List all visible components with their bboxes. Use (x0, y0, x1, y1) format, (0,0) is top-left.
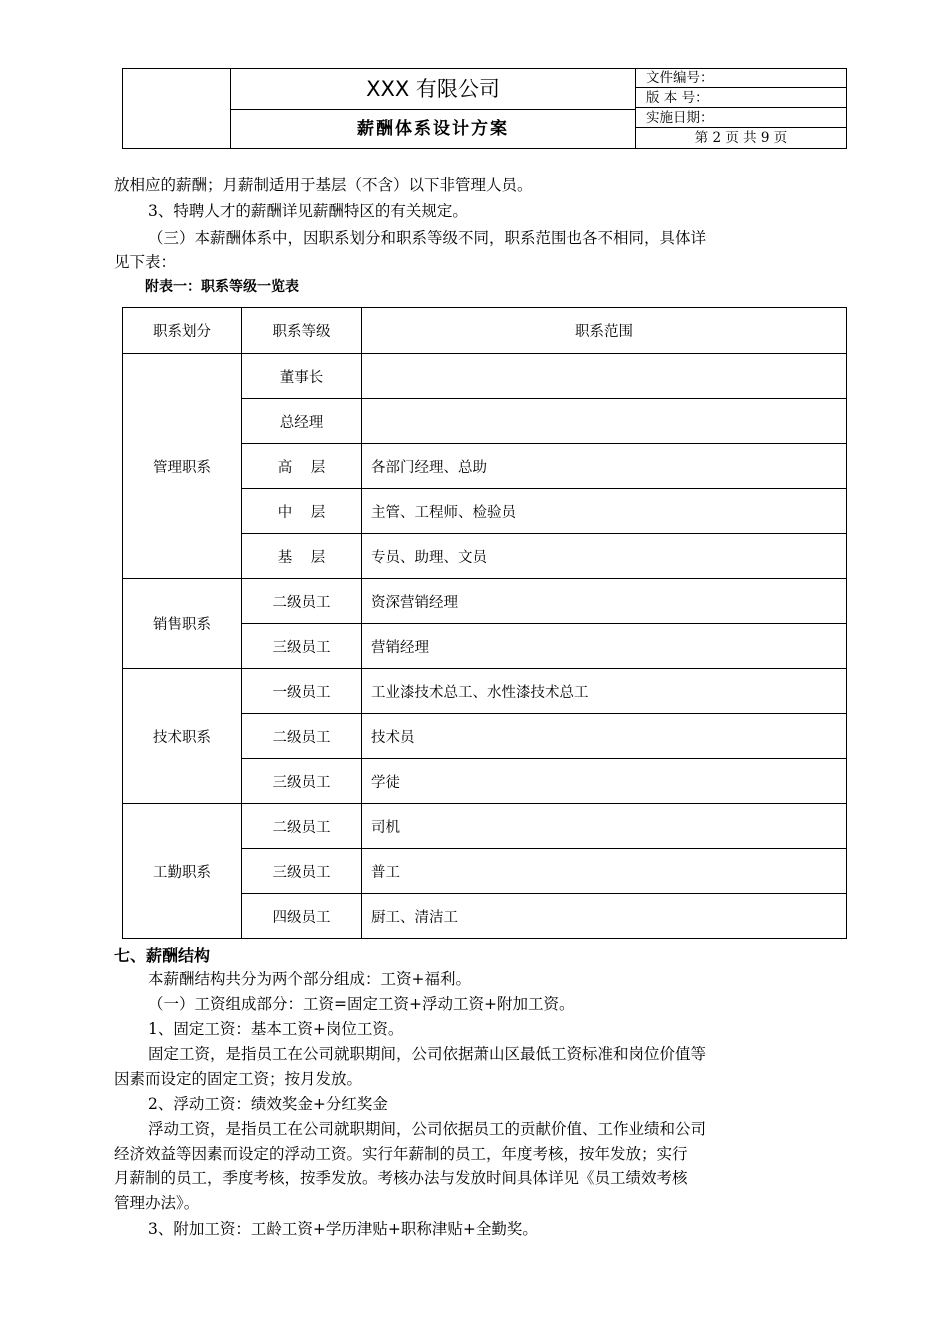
paragraph-line: 本薪酬结构共分为两个部分组成：工资+福利。 (148, 970, 471, 988)
level-cell: 二级员工 (242, 804, 362, 849)
level-cell: 三级员工 (242, 759, 362, 804)
scope-cell: 普工 (362, 849, 847, 894)
level-cell: 四级员工 (242, 894, 362, 939)
level-cell: 三级员工 (242, 624, 362, 669)
paragraph-line: 放相应的薪酬；月薪制适用于基层（不含）以下非管理人员。 (114, 176, 533, 194)
paragraph-line: 固定工资，是指员工在公司就职期间，公司依据萧山区最低工资标准和岗位价值等 (148, 1045, 707, 1063)
scope-cell (362, 354, 847, 399)
level-cell: 董事长 (242, 354, 362, 399)
level-cell: 三级员工 (242, 849, 362, 894)
level-cell: 中 层 (242, 489, 362, 534)
level-cell: 总经理 (242, 399, 362, 444)
section-heading: 七、薪酬结构 (114, 946, 211, 965)
category-cell: 工勤职系 (123, 804, 242, 939)
scope-cell: 工业漆技术总工、水性漆技术总工 (362, 669, 847, 714)
paragraph-line: 3、特聘人才的薪酬详见薪酬特区的有关规定。 (148, 202, 468, 220)
company-name: XXX 有限公司 (231, 69, 636, 110)
scope-cell: 学徒 (362, 759, 847, 804)
level-cell: 二级员工 (242, 714, 362, 759)
scope-cell: 各部门经理、总助 (362, 444, 847, 489)
paragraph-line: （三）本薪酬体系中，因职系划分和职系等级不同，职系范围也各不相同，具体详 (148, 229, 707, 247)
paragraph-line: 因素而设定的固定工资；按月发放。 (114, 1070, 363, 1088)
category-cell: 技术职系 (123, 669, 242, 804)
page-info: 第 2 页 共 9 页 (694, 130, 788, 146)
level-cell: 高 层 (242, 444, 362, 489)
paragraph-line: 1、固定工资：基本工资+岗位工资。 (148, 1020, 404, 1038)
paragraph-line: 月薪制的员工，季度考核，按季发放。考核办法与发放时间具体详见《员工绩效考核 (114, 1169, 688, 1187)
level-cell: 二级员工 (242, 579, 362, 624)
document-title: 薪酬体系设计方案 (231, 110, 636, 148)
scope-cell: 主管、工程师、检验员 (362, 489, 847, 534)
paragraph-line: 浮动工资，是指员工在公司就职期间，公司依据员工的贡献价值、工作业绩和公司 (148, 1120, 707, 1138)
table-header-row (123, 308, 847, 354)
effective-date-label: 实施日期： (636, 109, 846, 128)
table-row (123, 579, 847, 624)
paragraph-line: 管理办法》。 (114, 1194, 200, 1212)
scope-cell: 司机 (362, 804, 847, 849)
file-number-label: 文件编号： (636, 69, 846, 88)
category-cell: 管理职系 (123, 354, 242, 579)
table-caption: 附表一：职系等级一览表 (145, 279, 299, 295)
job-grade-table (122, 307, 847, 939)
scope-cell: 营销经理 (362, 624, 847, 669)
scope-cell: 技术员 (362, 714, 847, 759)
level-cell: 基 层 (242, 534, 362, 579)
document-header (122, 68, 847, 149)
paragraph-line: 经济效益等因素而设定的浮动工资。实行年薪制的员工，年度考核，按年发放；实行 (114, 1145, 688, 1163)
header-category: 职系划分 (123, 308, 242, 354)
logo-cell (123, 69, 231, 148)
scope-cell (362, 399, 847, 444)
paragraph-line: 3、附加工资：工龄工资+学历津贴+职称津贴+全勤奖。 (148, 1220, 538, 1238)
version-label: 版 本 号： (636, 89, 846, 108)
paragraph-line: 2、浮动工资：绩效奖金+分红奖金 (148, 1095, 388, 1113)
paragraph-line: 见下表： (114, 253, 177, 271)
scope-cell: 厨工、清洁工 (362, 894, 847, 939)
scope-cell: 专员、助理、文员 (362, 534, 847, 579)
category-cell: 销售职系 (123, 579, 242, 669)
header-scope: 职系范围 (362, 308, 847, 354)
table-row (123, 804, 847, 849)
scope-cell: 资深营销经理 (362, 579, 847, 624)
table-row (123, 354, 847, 399)
table-row (123, 669, 847, 714)
level-cell: 一级员工 (242, 669, 362, 714)
header-level: 职系等级 (242, 308, 362, 354)
paragraph-line: （一）工资组成部分：工资=固定工资+浮动工资+附加工资。 (148, 995, 575, 1013)
